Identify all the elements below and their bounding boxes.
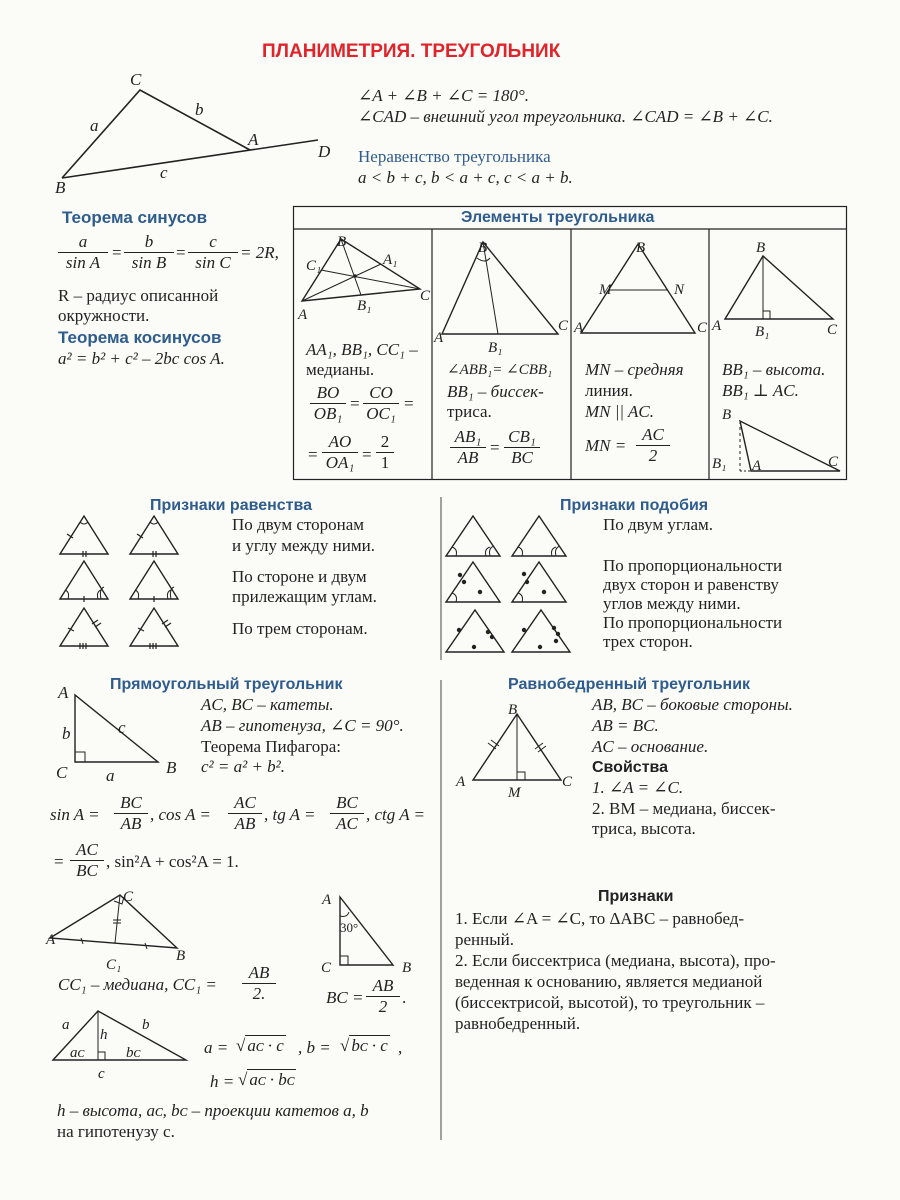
similarity-title: Признаки подобия bbox=[560, 497, 709, 514]
proj-fig-bc: bᴄ bbox=[126, 1045, 141, 1061]
den: 2 bbox=[378, 997, 388, 1016]
equality-s2b: прилежащим углам. bbox=[232, 587, 377, 606]
right-l1: AC, BC – катеты. bbox=[201, 695, 334, 714]
iso-g2c: (биссектрисой, высотой), то треугольник – bbox=[455, 993, 765, 1012]
mid-B: B bbox=[636, 240, 646, 256]
eq: = bbox=[490, 438, 500, 457]
num: AB bbox=[366, 976, 400, 997]
triangle-inequality: a < b + c, b < a + c, c < a + b. bbox=[358, 168, 573, 187]
sines-r2: окружности. bbox=[58, 306, 150, 325]
med-B1: B₁ bbox=[357, 298, 372, 314]
med2-C: C bbox=[123, 889, 134, 905]
thirty-dot: . bbox=[402, 988, 407, 1007]
proj-fig-ac: aᴄ bbox=[70, 1045, 85, 1061]
den: 1 bbox=[380, 453, 390, 472]
proj-fig-b: b bbox=[142, 1017, 150, 1033]
med-B: B bbox=[337, 234, 347, 250]
num: b bbox=[124, 232, 174, 253]
thirty-B: B bbox=[402, 960, 412, 976]
proj-a-eq: a = bbox=[204, 1038, 229, 1057]
trig-frac-tg bbox=[330, 793, 364, 834]
right-l4: c² = a² + b². bbox=[201, 757, 286, 776]
bis-l3: триса. bbox=[447, 402, 492, 421]
den: sin C bbox=[195, 253, 231, 272]
similarity-s2b: двух сторон и равенству bbox=[603, 575, 779, 594]
equality-s1a: По двум сторонам bbox=[232, 515, 365, 534]
iso-p2b: триса, высота. bbox=[592, 819, 696, 838]
sines-title: Теорема синусов bbox=[62, 208, 208, 227]
triangle-inequality-title: Неравенство треугольника bbox=[358, 147, 551, 166]
right-l3: Теорема Пифагора: bbox=[201, 737, 342, 756]
med-A1: A₁ bbox=[383, 252, 398, 268]
num: AO bbox=[322, 432, 358, 453]
fig-label-a: a bbox=[90, 116, 99, 135]
num: AC bbox=[228, 793, 262, 814]
proj-fig-h: h bbox=[100, 1027, 108, 1043]
alt-A: A bbox=[712, 318, 722, 334]
den: 2. bbox=[252, 984, 266, 1003]
den: 2 bbox=[648, 446, 658, 465]
alt-C: C bbox=[827, 322, 838, 338]
eq: = bbox=[404, 394, 414, 413]
num: AB₁ bbox=[450, 427, 486, 448]
mid-l3: MN || AC. bbox=[585, 402, 655, 421]
fig-label-C: C bbox=[130, 70, 142, 89]
bis-l2: BB₁ – биссек- bbox=[447, 382, 544, 401]
proj-a-rad-text: aᴄ · c bbox=[247, 1036, 284, 1055]
num: AC bbox=[70, 840, 104, 861]
iso-p2a: 2. BM – медиана, биссек- bbox=[592, 799, 776, 818]
right-fig-a: a bbox=[106, 766, 115, 785]
trig-frac-ctg bbox=[70, 840, 104, 881]
den: OA₁ bbox=[325, 453, 355, 472]
similarity-s1: По двум углам. bbox=[603, 515, 714, 534]
den: OB₁ bbox=[313, 404, 343, 423]
alt-B: B bbox=[756, 240, 766, 256]
thirty-A: A bbox=[322, 892, 332, 908]
similarity-s2c: углов между ними. bbox=[603, 594, 741, 613]
proj-fig-c: c bbox=[98, 1066, 105, 1082]
fig-label-c: c bbox=[160, 163, 168, 182]
iso-C: C bbox=[562, 774, 573, 790]
iso-B: B bbox=[508, 702, 518, 718]
num: CB₁ bbox=[504, 427, 540, 448]
median-text: CC₁ – медиана, CC₁ = bbox=[58, 975, 217, 994]
mid-C: C bbox=[697, 320, 708, 336]
right-fig-C: C bbox=[56, 763, 68, 782]
num: c bbox=[188, 232, 238, 253]
alt-l2: BB₁ ⊥ AC. bbox=[722, 381, 799, 400]
med-l2: медианы. bbox=[306, 360, 375, 379]
proj-h-rad-text: aᴄ · bᴄ bbox=[249, 1070, 295, 1089]
alt-B1: B₁ bbox=[755, 324, 770, 340]
similarity-s2a: По пропорциональности bbox=[603, 556, 783, 575]
iso-props-title: Свойства bbox=[592, 759, 669, 776]
num: BC bbox=[330, 793, 364, 814]
iso-l2: AB = BC. bbox=[592, 716, 659, 735]
med-l1: AA₁, BB₁, CC₁ – bbox=[306, 340, 418, 359]
med2-B: B bbox=[176, 948, 186, 964]
trig-frac-cos bbox=[228, 793, 262, 834]
iso-g2a: 2. Если биссектриса (медиана, высота), про- bbox=[455, 951, 776, 970]
iso-M: M bbox=[508, 785, 521, 801]
proj-h-eq: h = bbox=[210, 1072, 235, 1091]
iso-g2b: веденная к основанию, является медианой bbox=[455, 972, 763, 991]
med2-A: A bbox=[46, 932, 56, 948]
proj-note1: h – высота, aᴄ, bᴄ – проекции катетов a, b bbox=[57, 1101, 369, 1120]
trig-tg: , tg A = bbox=[264, 805, 316, 824]
den: AB bbox=[234, 814, 256, 833]
trig-cos: , cos A = bbox=[150, 805, 211, 824]
alt2-C: C bbox=[828, 454, 839, 470]
num: 2 bbox=[376, 432, 394, 453]
iso-l3: AC – основание. bbox=[592, 737, 709, 756]
thirty-frac bbox=[366, 976, 400, 1017]
trig-ident: , sin²A + cos²A = 1. bbox=[106, 852, 239, 871]
num: AB bbox=[242, 963, 276, 984]
right-fig-A: A bbox=[58, 683, 69, 702]
sines-tail: = 2R, bbox=[240, 243, 279, 262]
external-angle-text: ∠CAD – внешний угол треугольника. ∠CAD = ∠B + ∠C. bbox=[358, 107, 773, 126]
proj-comma: , bbox=[398, 1038, 403, 1057]
bis-B: B bbox=[478, 240, 488, 256]
iso-p1: 1. ∠A = ∠C. bbox=[592, 778, 684, 797]
right-fig-c: c bbox=[118, 718, 126, 737]
equality-s1b: и углу между ними. bbox=[232, 536, 375, 555]
eq: = bbox=[350, 394, 360, 413]
med2-C1: C₁ bbox=[106, 957, 122, 973]
right-fig-B: B bbox=[166, 758, 177, 777]
fig-label-D: D bbox=[318, 142, 331, 161]
mid-A: A bbox=[574, 320, 584, 336]
num: CO bbox=[363, 383, 399, 404]
isosceles-title: Равнобедренный треугольник bbox=[508, 676, 751, 693]
den: OC₁ bbox=[366, 404, 396, 423]
right-fig-b: b bbox=[62, 724, 71, 743]
thirty-C: C bbox=[321, 960, 332, 976]
bis-A: A bbox=[434, 330, 444, 346]
den: sin A bbox=[65, 253, 101, 272]
similarity-s3a: По пропорциональности bbox=[603, 613, 783, 632]
trig-sin: sin A = bbox=[50, 805, 100, 824]
right-l2: AB – гипотенуза, ∠C = 90°. bbox=[201, 716, 404, 735]
similarity-triangles bbox=[444, 512, 594, 657]
page-title: ПЛАНИМЕТРИЯ. ТРЕУГОЛЬНИК bbox=[262, 41, 561, 62]
med-A: A bbox=[298, 307, 308, 323]
alt-l1: BB₁ – высота. bbox=[722, 360, 826, 379]
alt2-A: A bbox=[752, 458, 762, 474]
proj-a-rad: √ aᴄ · c bbox=[236, 1036, 284, 1055]
den: BC bbox=[76, 861, 98, 880]
equality-s2a: По стороне и двум bbox=[232, 567, 367, 586]
equality-triangles bbox=[58, 514, 218, 654]
proj-note2: на гипотенузу c. bbox=[57, 1122, 175, 1141]
proj-b-eq: , b = bbox=[298, 1038, 331, 1057]
bis-l1: ∠ABB₁= ∠CBB₁ bbox=[447, 362, 553, 378]
equality-s3: По трем сторонам. bbox=[232, 619, 368, 638]
equality-title: Признаки равенства bbox=[150, 497, 313, 514]
den: sin B bbox=[131, 253, 167, 272]
alt2-B1: B₁ bbox=[712, 456, 727, 472]
median-hypotenuse-figure bbox=[45, 890, 195, 960]
proj-fig-a: a bbox=[62, 1017, 70, 1033]
eq: = bbox=[176, 243, 186, 262]
num: AC bbox=[636, 425, 670, 446]
elements-title: Элементы треугольника bbox=[461, 209, 655, 226]
fig-label-B: B bbox=[55, 178, 66, 197]
iso-signs-title: Признаки bbox=[598, 888, 674, 905]
mid-l1: MN – средняя bbox=[585, 360, 684, 379]
thirty-text: BC = bbox=[326, 988, 364, 1007]
cosines-formula: a² = b² + c² – 2bc cos A. bbox=[58, 349, 225, 368]
mid-l2: линия. bbox=[585, 381, 633, 400]
median-frac bbox=[242, 963, 276, 1004]
fig-label-b: b bbox=[195, 100, 204, 119]
bis-B1: B₁ bbox=[488, 340, 503, 356]
trig-eq: = bbox=[54, 852, 64, 871]
num: BC bbox=[114, 793, 148, 814]
iso-g1a: 1. Если ∠A = ∠C, то ΔABC – равнобед- bbox=[455, 909, 745, 928]
iso-g2d: равнобедренный. bbox=[455, 1014, 581, 1033]
alt2-B: B bbox=[722, 407, 732, 423]
thirty-deg: 30° bbox=[340, 920, 359, 935]
proj-h-rad: √ aᴄ · bᴄ bbox=[238, 1070, 295, 1089]
fig-label-A: A bbox=[248, 130, 259, 149]
angle-sum: ∠A + ∠B + ∠C = 180°. bbox=[358, 86, 529, 105]
eq: = bbox=[362, 445, 372, 464]
med-C1: C₁ bbox=[306, 258, 322, 274]
bis-C: C bbox=[558, 318, 569, 334]
iso-A: A bbox=[456, 774, 466, 790]
mid-mn: MN = bbox=[585, 436, 627, 455]
similarity-s3b: трех сторон. bbox=[603, 632, 693, 651]
trig-frac-sin bbox=[114, 793, 148, 834]
eq: = bbox=[112, 243, 122, 262]
proj-b-rad-text: bᴄ · c bbox=[351, 1036, 388, 1055]
med-C: C bbox=[420, 288, 431, 304]
iso-g1b: ренный. bbox=[455, 930, 515, 949]
den: AC bbox=[336, 814, 358, 833]
right-title: Прямоугольный треугольник bbox=[110, 676, 343, 693]
cosines-title: Теорема косинусов bbox=[58, 328, 222, 347]
eq: = bbox=[308, 445, 318, 464]
iso-l1: AB, BC – боковые стороны. bbox=[592, 695, 793, 714]
sines-r1: R – радиус описанной bbox=[58, 286, 219, 305]
mid-M: M bbox=[599, 282, 612, 298]
den: BC bbox=[511, 448, 533, 467]
den: AB bbox=[457, 448, 479, 467]
num: BO bbox=[310, 383, 346, 404]
num: a bbox=[58, 232, 108, 253]
mid-N: N bbox=[674, 282, 685, 298]
trig-ctg: , ctg A = bbox=[366, 805, 426, 824]
proj-b-rad: √ bᴄ · c bbox=[340, 1036, 388, 1055]
den: AB bbox=[120, 814, 142, 833]
